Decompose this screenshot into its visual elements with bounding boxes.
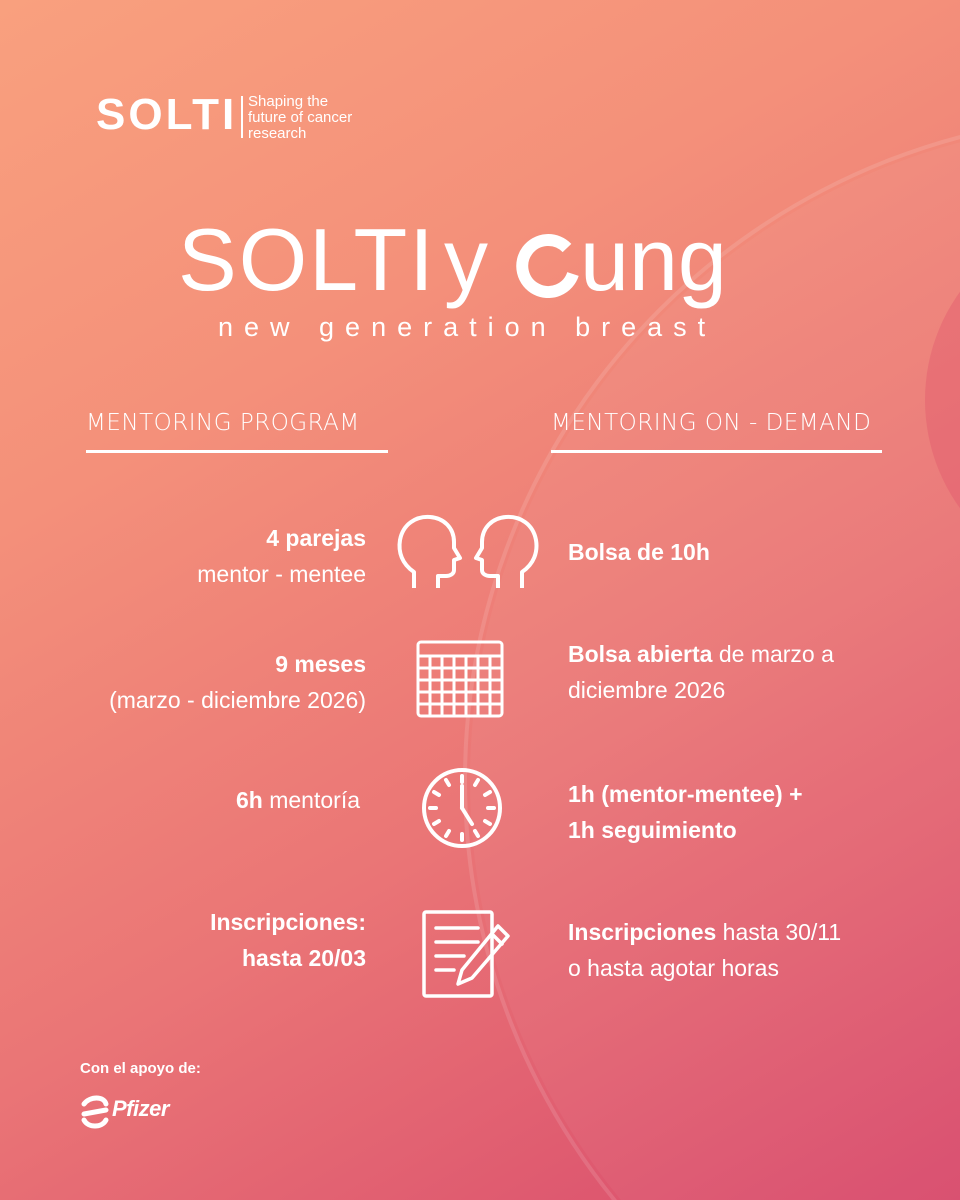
support-label: Con el apoyo de: xyxy=(80,1060,201,1077)
solti-logo: SOLTI xyxy=(96,90,238,139)
row2-left-normal: (marzo - diciembre 2026) xyxy=(109,687,366,713)
pfizer-swirl-icon xyxy=(80,1094,110,1130)
row2-right xyxy=(568,636,834,708)
document-pencil-icon xyxy=(420,908,512,1000)
clock-icon xyxy=(420,766,504,850)
row4-right-bold: Inscripciones xyxy=(568,919,717,945)
mentoring-on-demand-header: MENTORING ON - DEMAND xyxy=(551,410,872,436)
row1-right xyxy=(568,534,710,570)
row2-right-normal-2: diciembre 2026 xyxy=(568,677,726,703)
hero-subtitle: new generation breast xyxy=(218,312,717,342)
tagline-line-1: Shaping the xyxy=(248,93,329,110)
row1-left xyxy=(197,520,366,592)
row4-left xyxy=(210,904,366,976)
hero-o-ring-icon xyxy=(515,218,587,298)
row1-right-bold: Bolsa de 10h xyxy=(568,539,710,565)
row3-right xyxy=(568,776,803,848)
hero-title-y: y xyxy=(444,210,488,309)
pfizer-logo xyxy=(80,1094,169,1134)
tagline-line-2: future of cancer xyxy=(248,109,353,126)
row2-right-bold: Bolsa abierta xyxy=(568,641,713,667)
left-header-underline xyxy=(86,450,388,453)
row4-right-normal-2: o hasta agotar horas xyxy=(568,955,779,981)
row3-left-bold: 6h xyxy=(236,787,263,813)
soltiyoung-logo xyxy=(178,210,778,310)
row3-right-bold-2: 1h seguimiento xyxy=(568,817,737,843)
row2-left-bold: 9 meses xyxy=(275,651,366,677)
row2-left xyxy=(109,646,366,718)
hero-title-solti: SOLTI xyxy=(178,210,436,309)
hero-title-ung: ung xyxy=(580,210,727,309)
row3-right-bold-1: 1h (mentor-mentee) + xyxy=(568,781,803,807)
row1-left-normal: mentor - mentee xyxy=(197,561,366,587)
logo-divider xyxy=(241,96,243,138)
row4-left-bold-1: Inscripciones: xyxy=(210,909,366,935)
pfizer-wordmark: Pfizer xyxy=(112,1096,169,1121)
row3-left-normal: mentoría xyxy=(262,787,360,813)
right-header-underline xyxy=(551,450,882,453)
row2-right-normal-1: de marzo a xyxy=(712,641,834,667)
solti-tagline xyxy=(248,94,352,142)
calendar-icon xyxy=(416,640,504,718)
row4-left-bold-2: hasta 20/03 xyxy=(241,945,366,971)
row4-right xyxy=(568,914,841,986)
row1-left-bold: 4 parejas xyxy=(266,525,366,551)
tagline-line-3: research xyxy=(248,125,307,142)
mentoring-program-header: MENTORING PROGRAM xyxy=(86,410,360,436)
two-heads-icon xyxy=(392,512,544,592)
row3-left xyxy=(236,782,360,818)
row4-right-normal-1: hasta 30/11 xyxy=(716,919,842,945)
